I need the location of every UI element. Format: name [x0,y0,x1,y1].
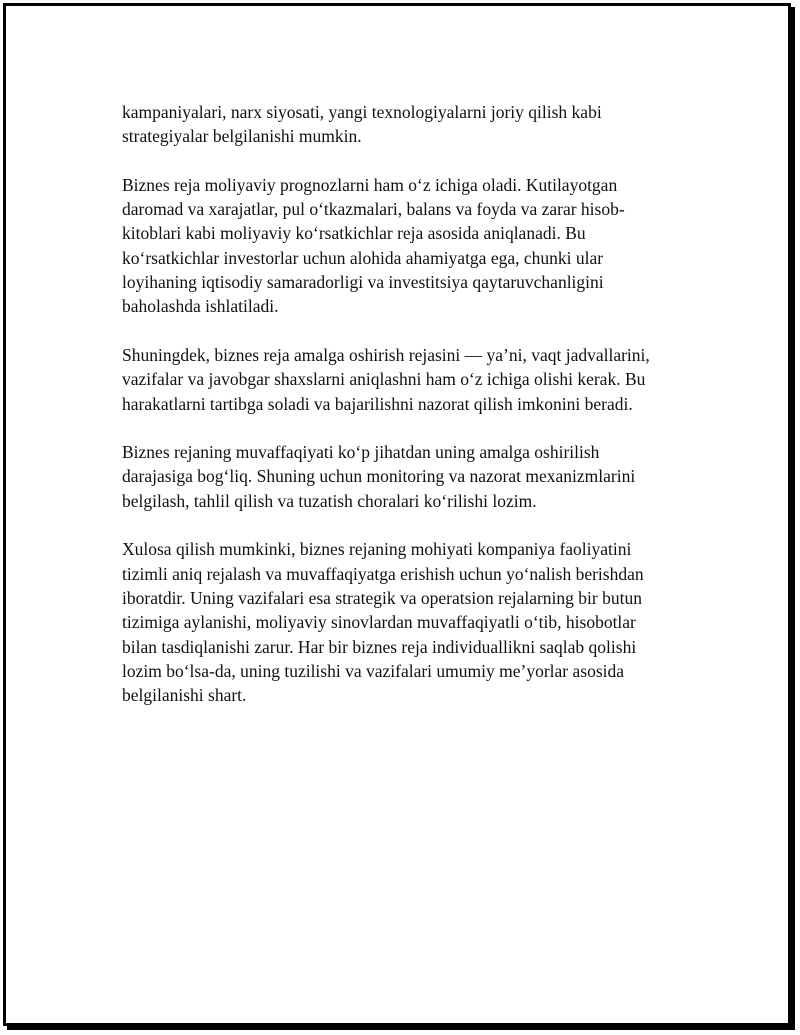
text-line: tizimiga aylanishi, moliyaviy sinovlardan muvaffaqiyatli o‘tib, hisobotlar [122,612,636,633]
text-line: daromad va xarajatlar, pul o‘tkazmalari, balans va foyda va zarar hisob- [122,199,625,220]
text-line: Xulosa qilish mumkinki, biznes rejaning mohiyati kompaniya faoliyatini [122,539,632,560]
text-line: bilan tasdiqlanishi zarur. Har bir biznes reja individuallikni saqlab qolishi [122,636,637,657]
text-line: Biznes reja moliyaviy prognozlarni ham o‘z ichiga oladi. Kutilayotgan [122,174,618,195]
text-line: iboratdir. Uning vazifalari esa strategik va operatsion rejalarning bir butun [122,587,642,608]
text-line: Biznes rejaning muvaffaqiyati ko‘p jihatdan uning amalga oshirilish [122,442,600,463]
text-line: harakatlarni tartibga soladi va bajarilishni nazorat qilish imkonini beradi. [122,393,633,414]
text-line: kitoblari kabi moliyaviy ko‘rsatkichlar reja asosida aniqlanadi. Bu [122,223,586,244]
text-line: belgilanishi shart. [122,685,247,706]
document-body [122,100,688,732]
text-line: darajasiga bog‘liq. Shuning uchun monitoring va nazorat mexanizmlarini [122,466,636,487]
text-line: loyihaning iqtisodiy samaradorligi va investitsiya qaytaruvchanligini [122,272,604,293]
text-line: belgilash, tahlil qilish va tuzatish choralari ko‘rilishi lozim. [122,490,537,511]
text-line: baholashda ishlatiladi. [122,296,279,317]
paragraph-4 [122,440,688,513]
paragraph-1 [122,100,688,149]
text-line: strategiyalar belgilanishi mumkin. [122,126,362,147]
paragraph-3 [122,343,688,416]
paragraph-2 [122,173,688,319]
text-line: tizimli aniq rejalash va muvaffaqiyatga erishish uchun yo‘nalish berishdan [122,563,644,584]
text-line: lozim bo‘lsa-da, uning tuzilishi va vazifalari umumiy me’yorlar asosida [122,660,625,681]
text-line: kampaniyalari, narx siyosati, yangi texnologiyalarni joriy qilish kabi [122,102,602,122]
paragraph-5 [122,537,688,707]
text-line: Shuningdek, biznes reja amalga oshirish rejasini — ya’ni, vaqt jadvallarini, [122,344,650,365]
text-line: vazifalar va javobgar shaxslarni aniqlashni ham o‘z ichiga olishi kerak. Bu [122,369,646,390]
page-frame [3,3,791,1026]
text-line: ko‘rsatkichlar investorlar uchun alohida ahamiyatga ega, chunki ular [122,247,604,268]
